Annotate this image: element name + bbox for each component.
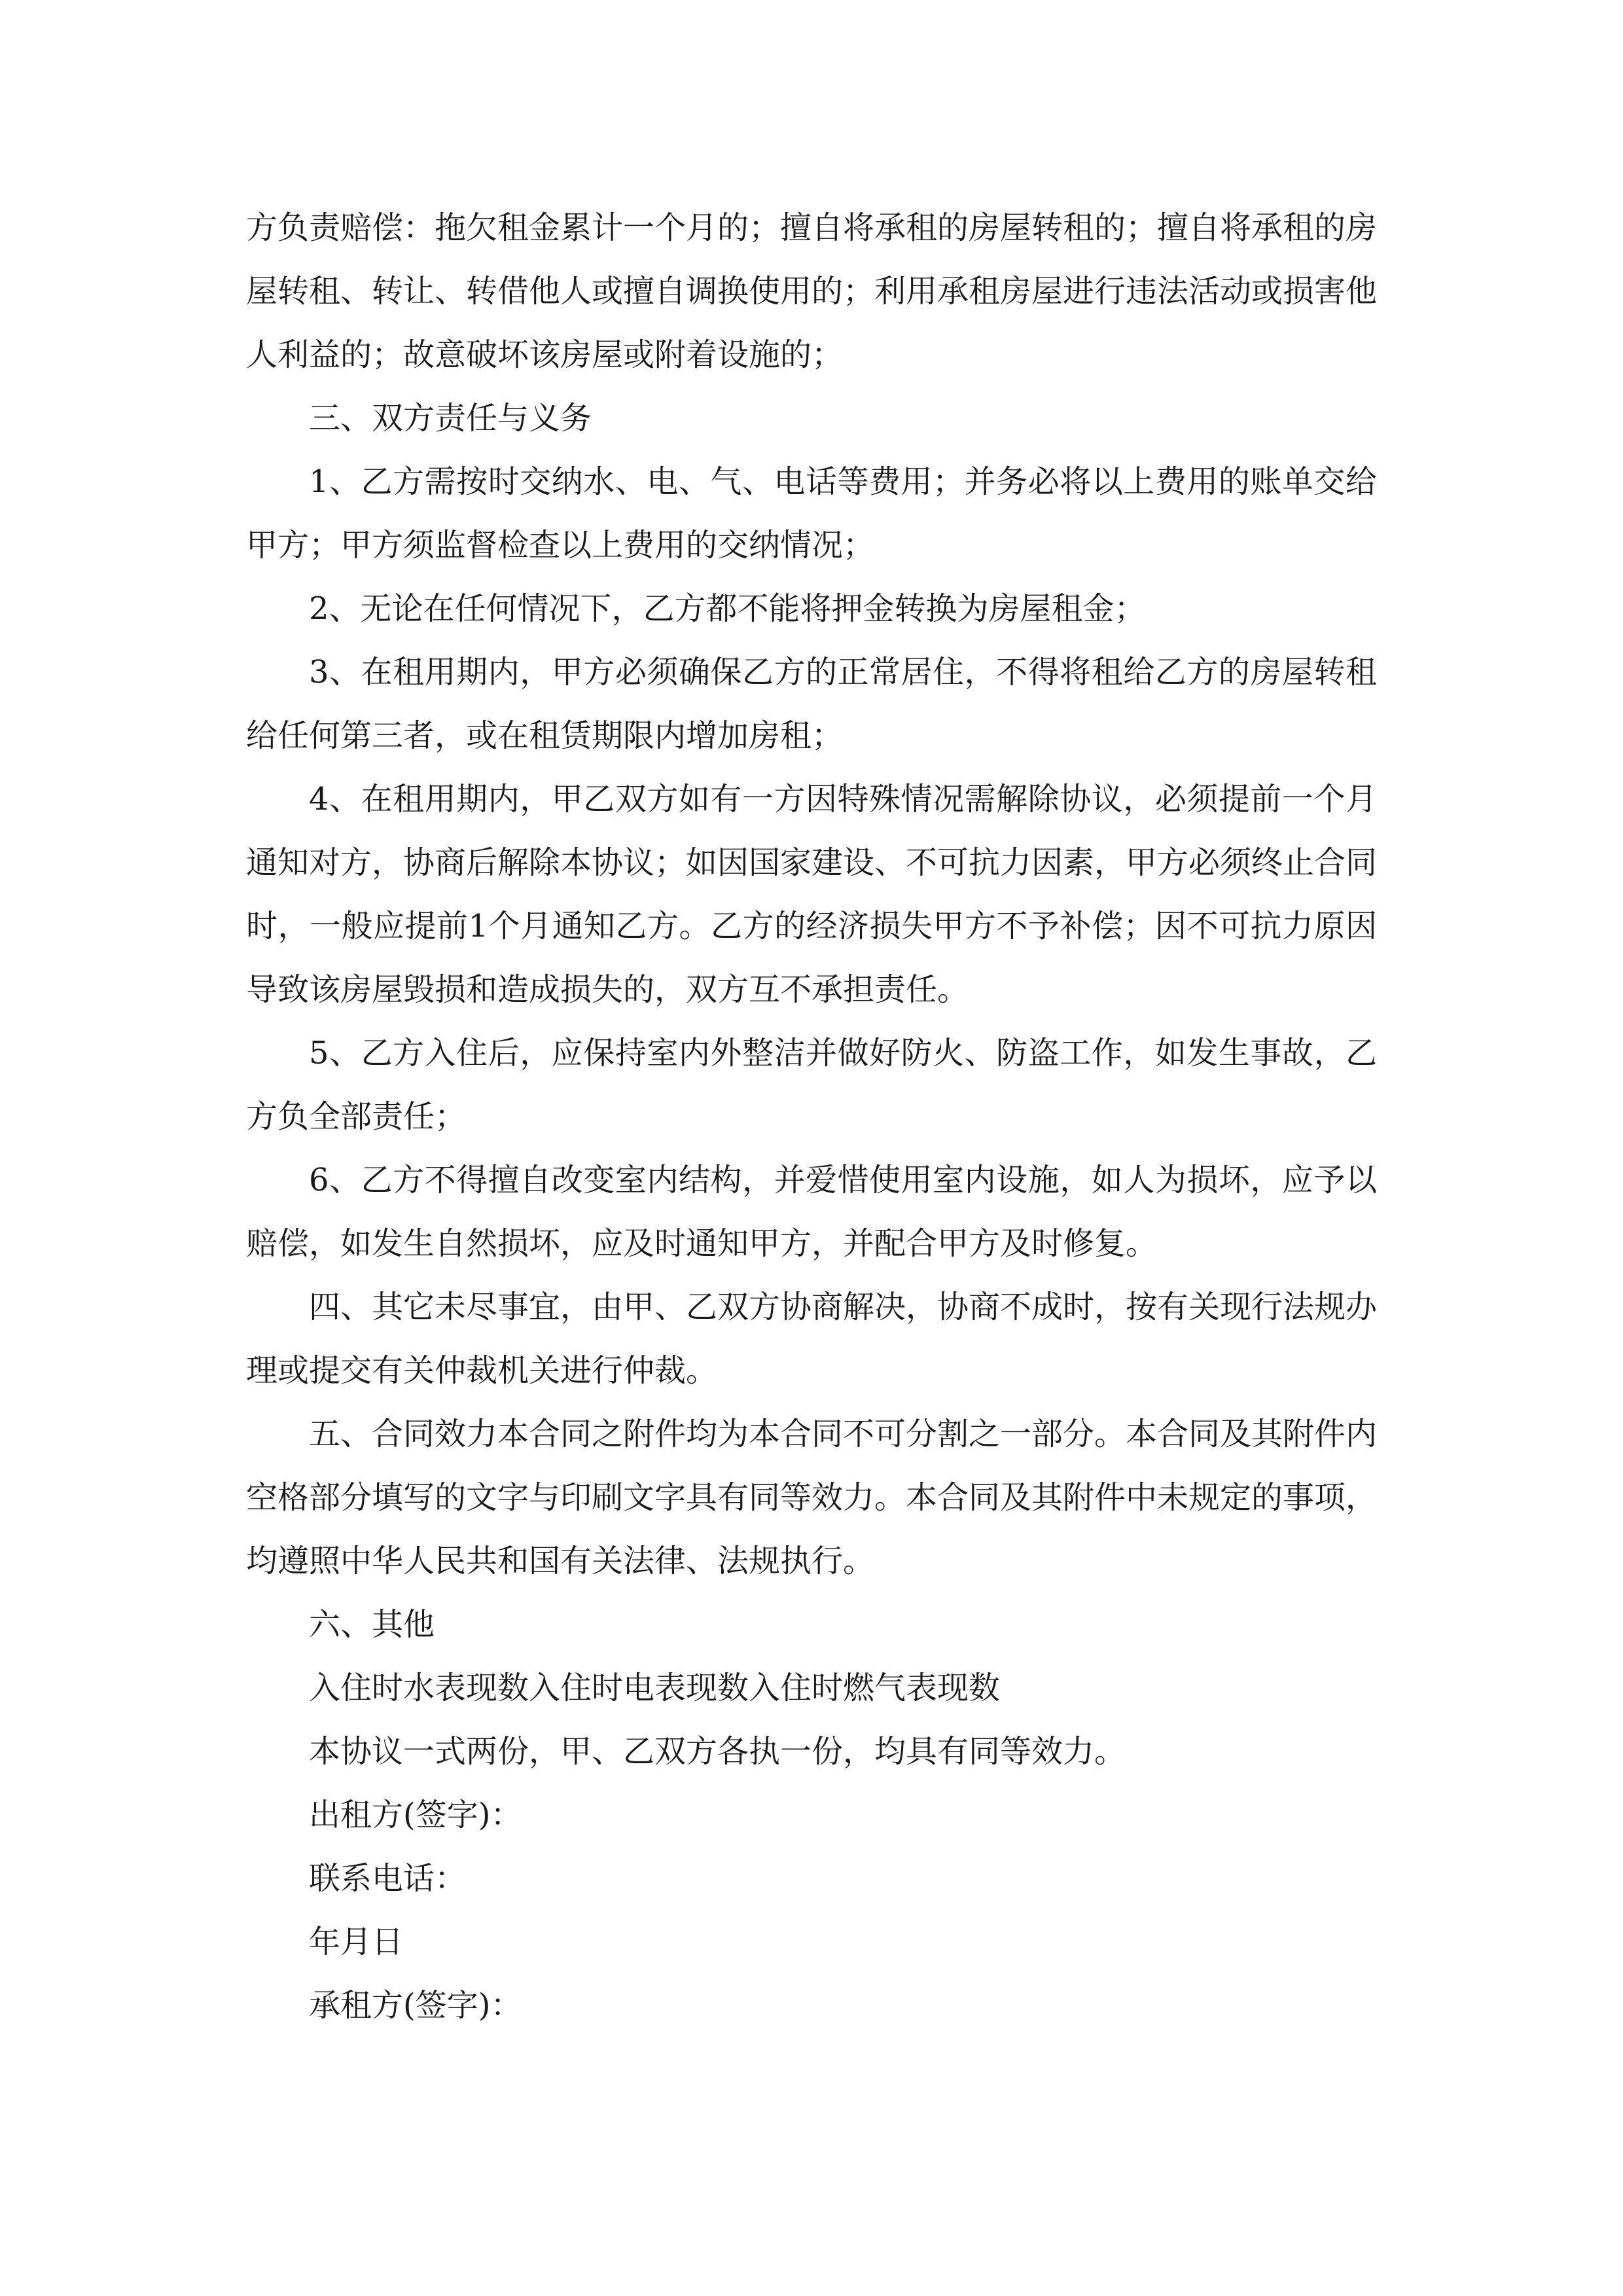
section-6-heading-other: 六、其他 [309,1606,435,1643]
date-label: 年月日 [309,1924,404,1960]
lessee-signature-label: 承租方(签字)： [309,1987,522,2024]
clause-4-termination: 4、在租用期内，甲乙双方如有一方因特殊情况需解除协议，必须提前一个月通知对方，协商后解除本协议；如因国家建设、不可抗力因素，甲方必须终止合同时，一般应提前1个月通知乙方。乙方的经济损失甲方不予补偿；因不可抗力原因导致该房屋毁损和造成损失的，双方互不承担责任。 [246,781,1378,1008]
clause-3-normal-residence: 3、在租用期内，甲方必须确保乙方的正常居住，不得将租给乙方的房屋转租给任何第三者，或在租赁期限内增加房租； [246,654,1377,754]
copies-statement: 本协议一式两份，甲、乙双方各执一份，均具有同等效力。 [309,1733,1126,1770]
section-4-other-matters: 四、其它未尽事宜，由甲、乙双方协商解决，协商不成时，按有关现行法规办理或提交有关仲裁机关进行仲裁。 [246,1289,1378,1389]
clause-1-utility-fees: 1、乙方需按时交纳水、电、气、电话等费用；并务必将以上费用的账单交给甲方；甲方须监督检查以上费用的交纳情况； [246,463,1377,564]
document-body [246,196,1377,2037]
lessor-signature-label: 出租方(签字)： [309,1797,522,1833]
clause-2-deposit: 2、无论在任何情况下，乙方都不能将押金转换为房屋租金； [309,590,1146,627]
paragraph-breach-clauses: 方负责赔偿：拖欠租金累计一个月的；擅自将承租的房屋转租的；擅自将承租的房屋转租、转让、转借他人或擅自调换使用的；利用承租房屋进行违法活动或损害他人利益的；故意破坏该房屋或附着设施的； [246,209,1378,373]
section-5-contract-validity: 五、合同效力本合同之附件均为本合同不可分割之一部分。本合同及其附件内空格部分填写的文字与印刷文字具有同等效力。本合同及其附件中未规定的事项，均遵照中华人民共和国有关法律、法规执行。 [246,1416,1378,1579]
clause-5-fire-safety: 5、乙方入住后，应保持室内外整洁并做好防火、防盗工作，如发生事故，乙方负全部责任； [246,1035,1377,1135]
contact-phone-label: 联系电话： [309,1860,467,1897]
section-heading-responsibilities: 三、双方责任与义务 [309,400,592,437]
meter-readings-line: 入住时水表现数入住时电表现数入住时燃气表现数 [309,1670,1001,1706]
clause-6-indoor-structure: 6、乙方不得擅自改变室内结构，并爱惜使用室内设施，如人为损坏，应予以赔偿，如发生自然损坏，应及时通知甲方，并配合甲方及时修复。 [246,1162,1377,1262]
